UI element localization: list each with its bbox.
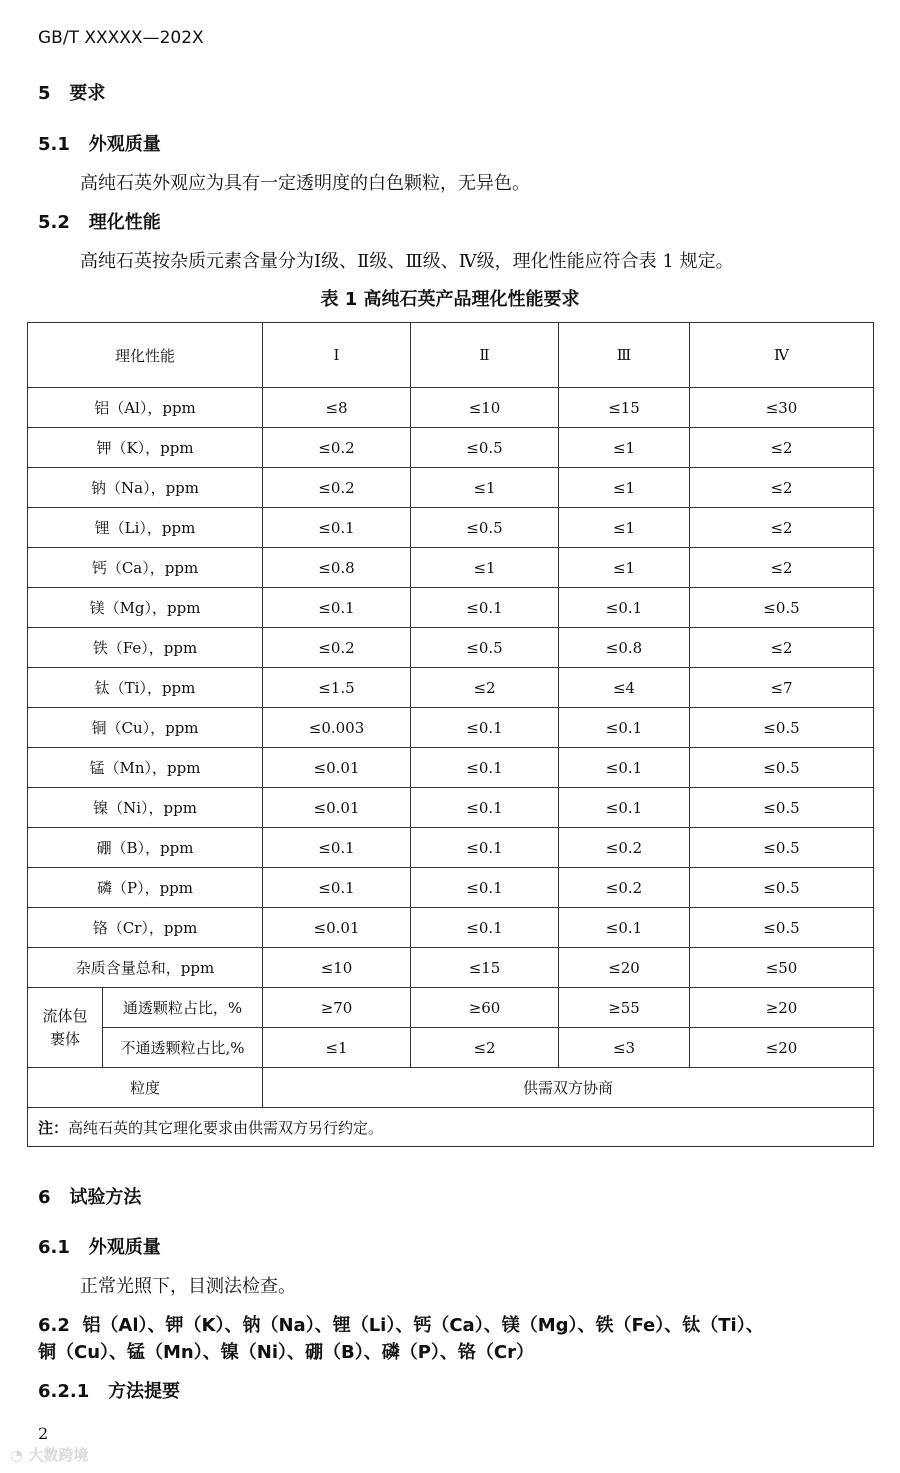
- granularity-value: 供需双方协商: [263, 1068, 874, 1108]
- cell: ≤0.1: [559, 908, 690, 948]
- table-caption: 表 1 高纯石英产品理化性能要求: [320, 289, 580, 310]
- row-label: 镍（Ni），ppm: [28, 788, 263, 828]
- watermark: [10, 1444, 88, 1465]
- section-6-number: 6: [38, 1187, 51, 1208]
- cell: ≤0.1: [559, 748, 690, 788]
- cell: ≤0.1: [263, 828, 411, 868]
- cell: ≤15: [411, 948, 559, 988]
- cell: ≤0.8: [263, 548, 411, 588]
- fluid-inclusion-label-line1: 流体包: [42, 1006, 88, 1025]
- fluid-inclusion-label: [28, 988, 103, 1068]
- cell: ≤0.2: [263, 628, 411, 668]
- row-label: 铁（Fe），ppm: [28, 628, 263, 668]
- cell: ≤0.1: [559, 588, 690, 628]
- section-6-2-1-heading: [38, 1377, 180, 1403]
- section-6-2-line1: [38, 1311, 764, 1337]
- section-5-2-title: 理化性能: [88, 212, 161, 233]
- cell: ≤1: [559, 508, 690, 548]
- cell: ≤7: [690, 668, 874, 708]
- cell: ≤0.5: [411, 628, 559, 668]
- row-label: 铬（Cr），ppm: [28, 908, 263, 948]
- granularity-row: [28, 1068, 874, 1108]
- section-6-2-title-line2: 铜（Cu）、锰（Mn）、镍（Ni）、硼（B）、磷（P）、铬（Cr）: [38, 1342, 534, 1363]
- table-row: [28, 908, 874, 948]
- cell: ≤8: [263, 388, 411, 428]
- cell: ≤0.1: [263, 588, 411, 628]
- header-grade-3: Ⅲ: [559, 323, 690, 388]
- watermark-text: 大数跨境: [28, 1446, 89, 1464]
- cell: ≤0.01: [263, 748, 411, 788]
- cell: ≥70: [263, 988, 411, 1028]
- table-row: [28, 468, 874, 508]
- fluid-inclusion-row-opaque: [28, 1028, 874, 1068]
- row-label: 铜（Cu），ppm: [28, 708, 263, 748]
- cell: ≤0.5: [690, 588, 874, 628]
- row-label: 钙（Ca），ppm: [28, 548, 263, 588]
- cell: ≤2: [411, 668, 559, 708]
- cell: ≤10: [263, 948, 411, 988]
- cell: ≤0.01: [263, 788, 411, 828]
- cell: ≤10: [411, 388, 559, 428]
- cell: ≤30: [690, 388, 874, 428]
- section-5-2-text: 高纯石英按杂质元素含量分为Ⅰ级、Ⅱ级、Ⅲ级、Ⅳ级，理化性能应符合表 1 规定。: [80, 251, 734, 272]
- table-note: [28, 1108, 874, 1147]
- cell: ≤0.1: [411, 588, 559, 628]
- cell: ≤1: [559, 428, 690, 468]
- cell: ≤2: [690, 468, 874, 508]
- cell: ≤1: [411, 468, 559, 508]
- cell: ≥20: [690, 988, 874, 1028]
- table-row: [28, 828, 874, 868]
- table-row: [28, 788, 874, 828]
- row-label: 通透颗粒占比，%: [103, 988, 263, 1028]
- cell: ≤0.5: [690, 908, 874, 948]
- cell: ≤20: [559, 948, 690, 988]
- section-6-2-number: 6.2: [38, 1315, 70, 1336]
- granularity-label: 粒度: [28, 1068, 263, 1108]
- section-6-1-heading: [38, 1233, 161, 1259]
- row-label: 硼（B），ppm: [28, 828, 263, 868]
- page-number: 2: [38, 1424, 49, 1443]
- table-row: [28, 628, 874, 668]
- section-6-2-title-line1: 铝（Al）、钾（K）、钠（Na）、锂（Li）、钙（Ca）、镁（Mg）、铁（Fe）、钛（Ti）、: [82, 1315, 764, 1336]
- cell: ≤1: [411, 548, 559, 588]
- header-grade-4: Ⅳ: [690, 323, 874, 388]
- cell: ≤0.1: [411, 868, 559, 908]
- section-6-1-number: 6.1: [38, 1237, 70, 1258]
- section-6-1-text: 正常光照下，目测法检查。: [80, 1276, 296, 1297]
- row-label: 镁（Mg），ppm: [28, 588, 263, 628]
- header-grade-2: Ⅱ: [411, 323, 559, 388]
- section-5-2-heading: [38, 208, 161, 234]
- cell: ≤0.5: [690, 828, 874, 868]
- header-grade-1: Ⅰ: [263, 323, 411, 388]
- cell: ≤1: [559, 548, 690, 588]
- section-5-title: 要求: [69, 83, 106, 104]
- row-label: 钛（Ti），ppm: [28, 668, 263, 708]
- cell: ≤0.1: [263, 508, 411, 548]
- row-label: 锰（Mn），ppm: [28, 748, 263, 788]
- row-label: 磷（P），ppm: [28, 868, 263, 908]
- cell: ≤1: [263, 1028, 411, 1068]
- property-requirements-table: [27, 322, 874, 1147]
- cell: ≤2: [411, 1028, 559, 1068]
- table-row: [28, 748, 874, 788]
- cell: ≤0.1: [263, 868, 411, 908]
- section-6-2-1-title: 方法提要: [108, 1381, 181, 1402]
- cell: ≤2: [690, 508, 874, 548]
- cell: ≤0.1: [559, 708, 690, 748]
- watermark-logo-icon: ◔: [10, 1446, 24, 1464]
- cell: ≤0.8: [559, 628, 690, 668]
- cell: ≤1.5: [263, 668, 411, 708]
- cell: ≤0.2: [263, 468, 411, 508]
- cell: ≤2: [690, 628, 874, 668]
- row-label: 杂质含量总和，ppm: [28, 948, 263, 988]
- section-6-2-1-number: 6.2.1: [38, 1381, 90, 1402]
- section-5-1-title: 外观质量: [88, 134, 161, 155]
- row-label: 锂（Li），ppm: [28, 508, 263, 548]
- table-row: [28, 428, 874, 468]
- cell: ≤0.1: [411, 908, 559, 948]
- cell: ≤0.1: [411, 748, 559, 788]
- section-6-1-title: 外观质量: [88, 1237, 161, 1258]
- table-header-row: [28, 323, 874, 388]
- cell: ≤0.2: [559, 828, 690, 868]
- cell: ≤1: [559, 468, 690, 508]
- section-5-2-number: 5.2: [38, 212, 70, 233]
- cell: ≥60: [411, 988, 559, 1028]
- total-impurity-row: [28, 948, 874, 988]
- section-5-1-number: 5.1: [38, 134, 70, 155]
- cell: ≤4: [559, 668, 690, 708]
- cell: ≤0.1: [411, 788, 559, 828]
- cell: ≤0.2: [263, 428, 411, 468]
- section-6-title: 试验方法: [69, 1187, 142, 1208]
- table-row: [28, 588, 874, 628]
- cell: ≤0.5: [690, 868, 874, 908]
- table-row: [28, 708, 874, 748]
- cell: ≥55: [559, 988, 690, 1028]
- cell: ≤3: [559, 1028, 690, 1068]
- table-row: [28, 868, 874, 908]
- section-5-1-heading: [38, 130, 161, 156]
- cell: ≤0.5: [690, 708, 874, 748]
- cell: ≤50: [690, 948, 874, 988]
- section-5-heading: [38, 79, 105, 105]
- table-row: [28, 388, 874, 428]
- row-label: 钾（K），ppm: [28, 428, 263, 468]
- cell: ≤0.1: [411, 708, 559, 748]
- cell: ≤0.1: [559, 788, 690, 828]
- cell: ≤0.2: [559, 868, 690, 908]
- note-text: 高纯石英的其它理化要求由供需双方另行约定。: [68, 1118, 384, 1137]
- cell: ≤20: [690, 1028, 874, 1068]
- cell: ≤2: [690, 548, 874, 588]
- document-code-header: GB/T XXXXX—202X: [38, 28, 204, 48]
- cell: ≤0.5: [411, 428, 559, 468]
- cell: ≤15: [559, 388, 690, 428]
- cell: ≤0.5: [690, 788, 874, 828]
- row-label: 钠（Na），ppm: [28, 468, 263, 508]
- fluid-inclusion-row-transparent: [28, 988, 874, 1028]
- cell: ≤0.5: [690, 748, 874, 788]
- header-property: 理化性能: [28, 323, 263, 388]
- section-5-1-text: 高纯石英外观应为具有一定透明度的白色颗粒，无异色。: [80, 173, 530, 194]
- section-6-heading: [38, 1183, 141, 1209]
- cell: ≤0.1: [411, 828, 559, 868]
- cell: ≤0.003: [263, 708, 411, 748]
- section-5-number: 5: [38, 83, 51, 104]
- row-label: 铝（Al），ppm: [28, 388, 263, 428]
- table-row: [28, 508, 874, 548]
- cell: ≤2: [690, 428, 874, 468]
- note-prefix: 注：: [38, 1118, 69, 1137]
- fluid-inclusion-label-line2: 裹体: [49, 1029, 80, 1048]
- row-label: 不通透颗粒占比,%: [103, 1028, 263, 1068]
- table-row: [28, 668, 874, 708]
- cell: ≤0.01: [263, 908, 411, 948]
- cell: ≤0.5: [411, 508, 559, 548]
- table-note-row: [28, 1108, 874, 1147]
- table-row: [28, 548, 874, 588]
